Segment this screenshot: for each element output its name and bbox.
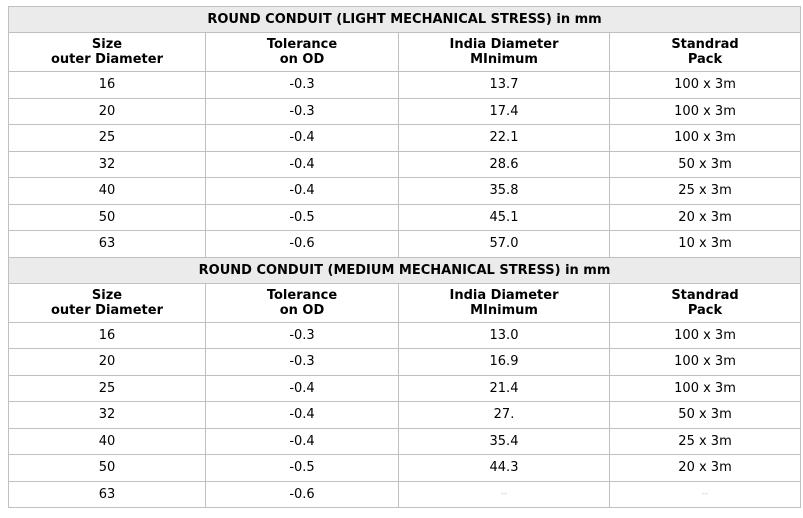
pack-cell: -- [610, 481, 801, 508]
pack-cell: 20 x 3m [610, 455, 801, 482]
inner-diameter-cell: 57.0 [399, 231, 610, 258]
tolerance-cell: -0.4 [206, 151, 399, 178]
tolerance-header [206, 283, 399, 322]
tolerance-cell: -0.4 [206, 428, 399, 455]
section-title: ROUND CONDUIT (MEDIUM MECHANICAL STRESS) in mm [9, 257, 801, 283]
inner-diameter-cell: 35.4 [399, 428, 610, 455]
pack-cell: 25 x 3m [610, 428, 801, 455]
inner-diameter-cell: 22.1 [399, 125, 610, 152]
tolerance-header [206, 33, 399, 72]
inner-diameter-cell: 27. [399, 402, 610, 429]
pack-cell: 50 x 3m [610, 151, 801, 178]
tolerance-cell: -0.6 [206, 231, 399, 258]
tolerance-cell: -0.4 [206, 375, 399, 402]
pack-cell: 100 x 3m [610, 375, 801, 402]
column-header-row [9, 283, 801, 322]
tolerance-header-line: on OD [279, 52, 325, 67]
section-title: ROUND CONDUIT (LIGHT MECHANICAL STRESS) in mm [9, 7, 801, 33]
table-row [9, 204, 801, 231]
size-cell: 32 [9, 402, 206, 429]
tolerance-cell: -0.4 [206, 178, 399, 205]
section-title-row [9, 7, 801, 33]
inner-diameter-header-line: MInimum [470, 52, 538, 67]
size-cell: 20 [9, 349, 206, 376]
table-row [9, 481, 801, 508]
conduit-spec-table [8, 6, 801, 508]
tolerance-cell: -0.3 [206, 349, 399, 376]
pack-cell: 100 x 3m [610, 125, 801, 152]
section-title-row [9, 257, 801, 283]
inner-diameter-cell: 13.7 [399, 72, 610, 99]
inner-diameter-cell: 45.1 [399, 204, 610, 231]
standard-pack-header-line: Standrad [671, 37, 739, 52]
inner-diameter-cell: 35.8 [399, 178, 610, 205]
standard-pack-header-line: Pack [687, 302, 723, 318]
size-cell: 32 [9, 151, 206, 178]
table-row [9, 178, 801, 205]
standard-pack-header [610, 33, 801, 72]
standard-pack-header-line: Pack [687, 52, 723, 67]
size-header [9, 33, 206, 72]
pack-cell: 10 x 3m [610, 231, 801, 258]
size-header-line: Size [91, 37, 123, 52]
inner-diameter-cell: 28.6 [399, 151, 610, 178]
table-row [9, 322, 801, 349]
pack-cell: 100 x 3m [610, 72, 801, 99]
tolerance-cell: -0.5 [206, 455, 399, 482]
pack-cell: 100 x 3m [610, 349, 801, 376]
size-cell: 50 [9, 455, 206, 482]
tolerance-cell: -0.6 [206, 481, 399, 508]
size-cell: 25 [9, 125, 206, 152]
size-cell: 63 [9, 481, 206, 508]
conduit-spec-table-body [9, 7, 801, 508]
tolerance-header-line: on OD [279, 302, 325, 318]
pack-cell: 50 x 3m [610, 402, 801, 429]
table-row [9, 72, 801, 99]
table-row [9, 375, 801, 402]
tolerance-header-line: Tolerance [266, 37, 338, 52]
size-cell: 40 [9, 428, 206, 455]
inner-diameter-header [399, 283, 610, 322]
pack-cell: 100 x 3m [610, 322, 801, 349]
inner-diameter-cell: -- [399, 481, 610, 508]
size-header-line: outer Diameter [51, 52, 163, 67]
tolerance-cell: -0.3 [206, 72, 399, 99]
tolerance-header-line: Tolerance [266, 287, 338, 303]
pack-cell: 25 x 3m [610, 178, 801, 205]
table-row [9, 349, 801, 376]
tolerance-cell: -0.3 [206, 98, 399, 125]
tolerance-cell: -0.3 [206, 322, 399, 349]
size-header-line: Size [91, 287, 123, 303]
inner-diameter-header [399, 33, 610, 72]
size-header-line: outer Diameter [51, 302, 163, 318]
inner-diameter-cell: 17.4 [399, 98, 610, 125]
size-cell: 16 [9, 72, 206, 99]
size-cell: 25 [9, 375, 206, 402]
size-cell: 50 [9, 204, 206, 231]
inner-diameter-cell: 13.0 [399, 322, 610, 349]
pack-cell: 100 x 3m [610, 98, 801, 125]
table-row [9, 125, 801, 152]
table-row [9, 98, 801, 125]
standard-pack-header-line: Standrad [671, 287, 739, 303]
inner-diameter-header-line: India Diameter [449, 287, 559, 303]
table-row [9, 151, 801, 178]
size-cell: 40 [9, 178, 206, 205]
table-row [9, 428, 801, 455]
inner-diameter-cell: 21.4 [399, 375, 610, 402]
pack-cell: 20 x 3m [610, 204, 801, 231]
inner-diameter-cell: 16.9 [399, 349, 610, 376]
size-cell: 20 [9, 98, 206, 125]
table-row [9, 231, 801, 258]
table-row [9, 402, 801, 429]
size-cell: 16 [9, 322, 206, 349]
size-header [9, 283, 206, 322]
table-row [9, 455, 801, 482]
size-cell: 63 [9, 231, 206, 258]
inner-diameter-cell: 44.3 [399, 455, 610, 482]
tolerance-cell: -0.5 [206, 204, 399, 231]
column-header-row [9, 33, 801, 72]
standard-pack-header [610, 283, 801, 322]
tolerance-cell: -0.4 [206, 402, 399, 429]
inner-diameter-header-line: India Diameter [449, 37, 559, 52]
tolerance-cell: -0.4 [206, 125, 399, 152]
inner-diameter-header-line: MInimum [470, 302, 538, 318]
